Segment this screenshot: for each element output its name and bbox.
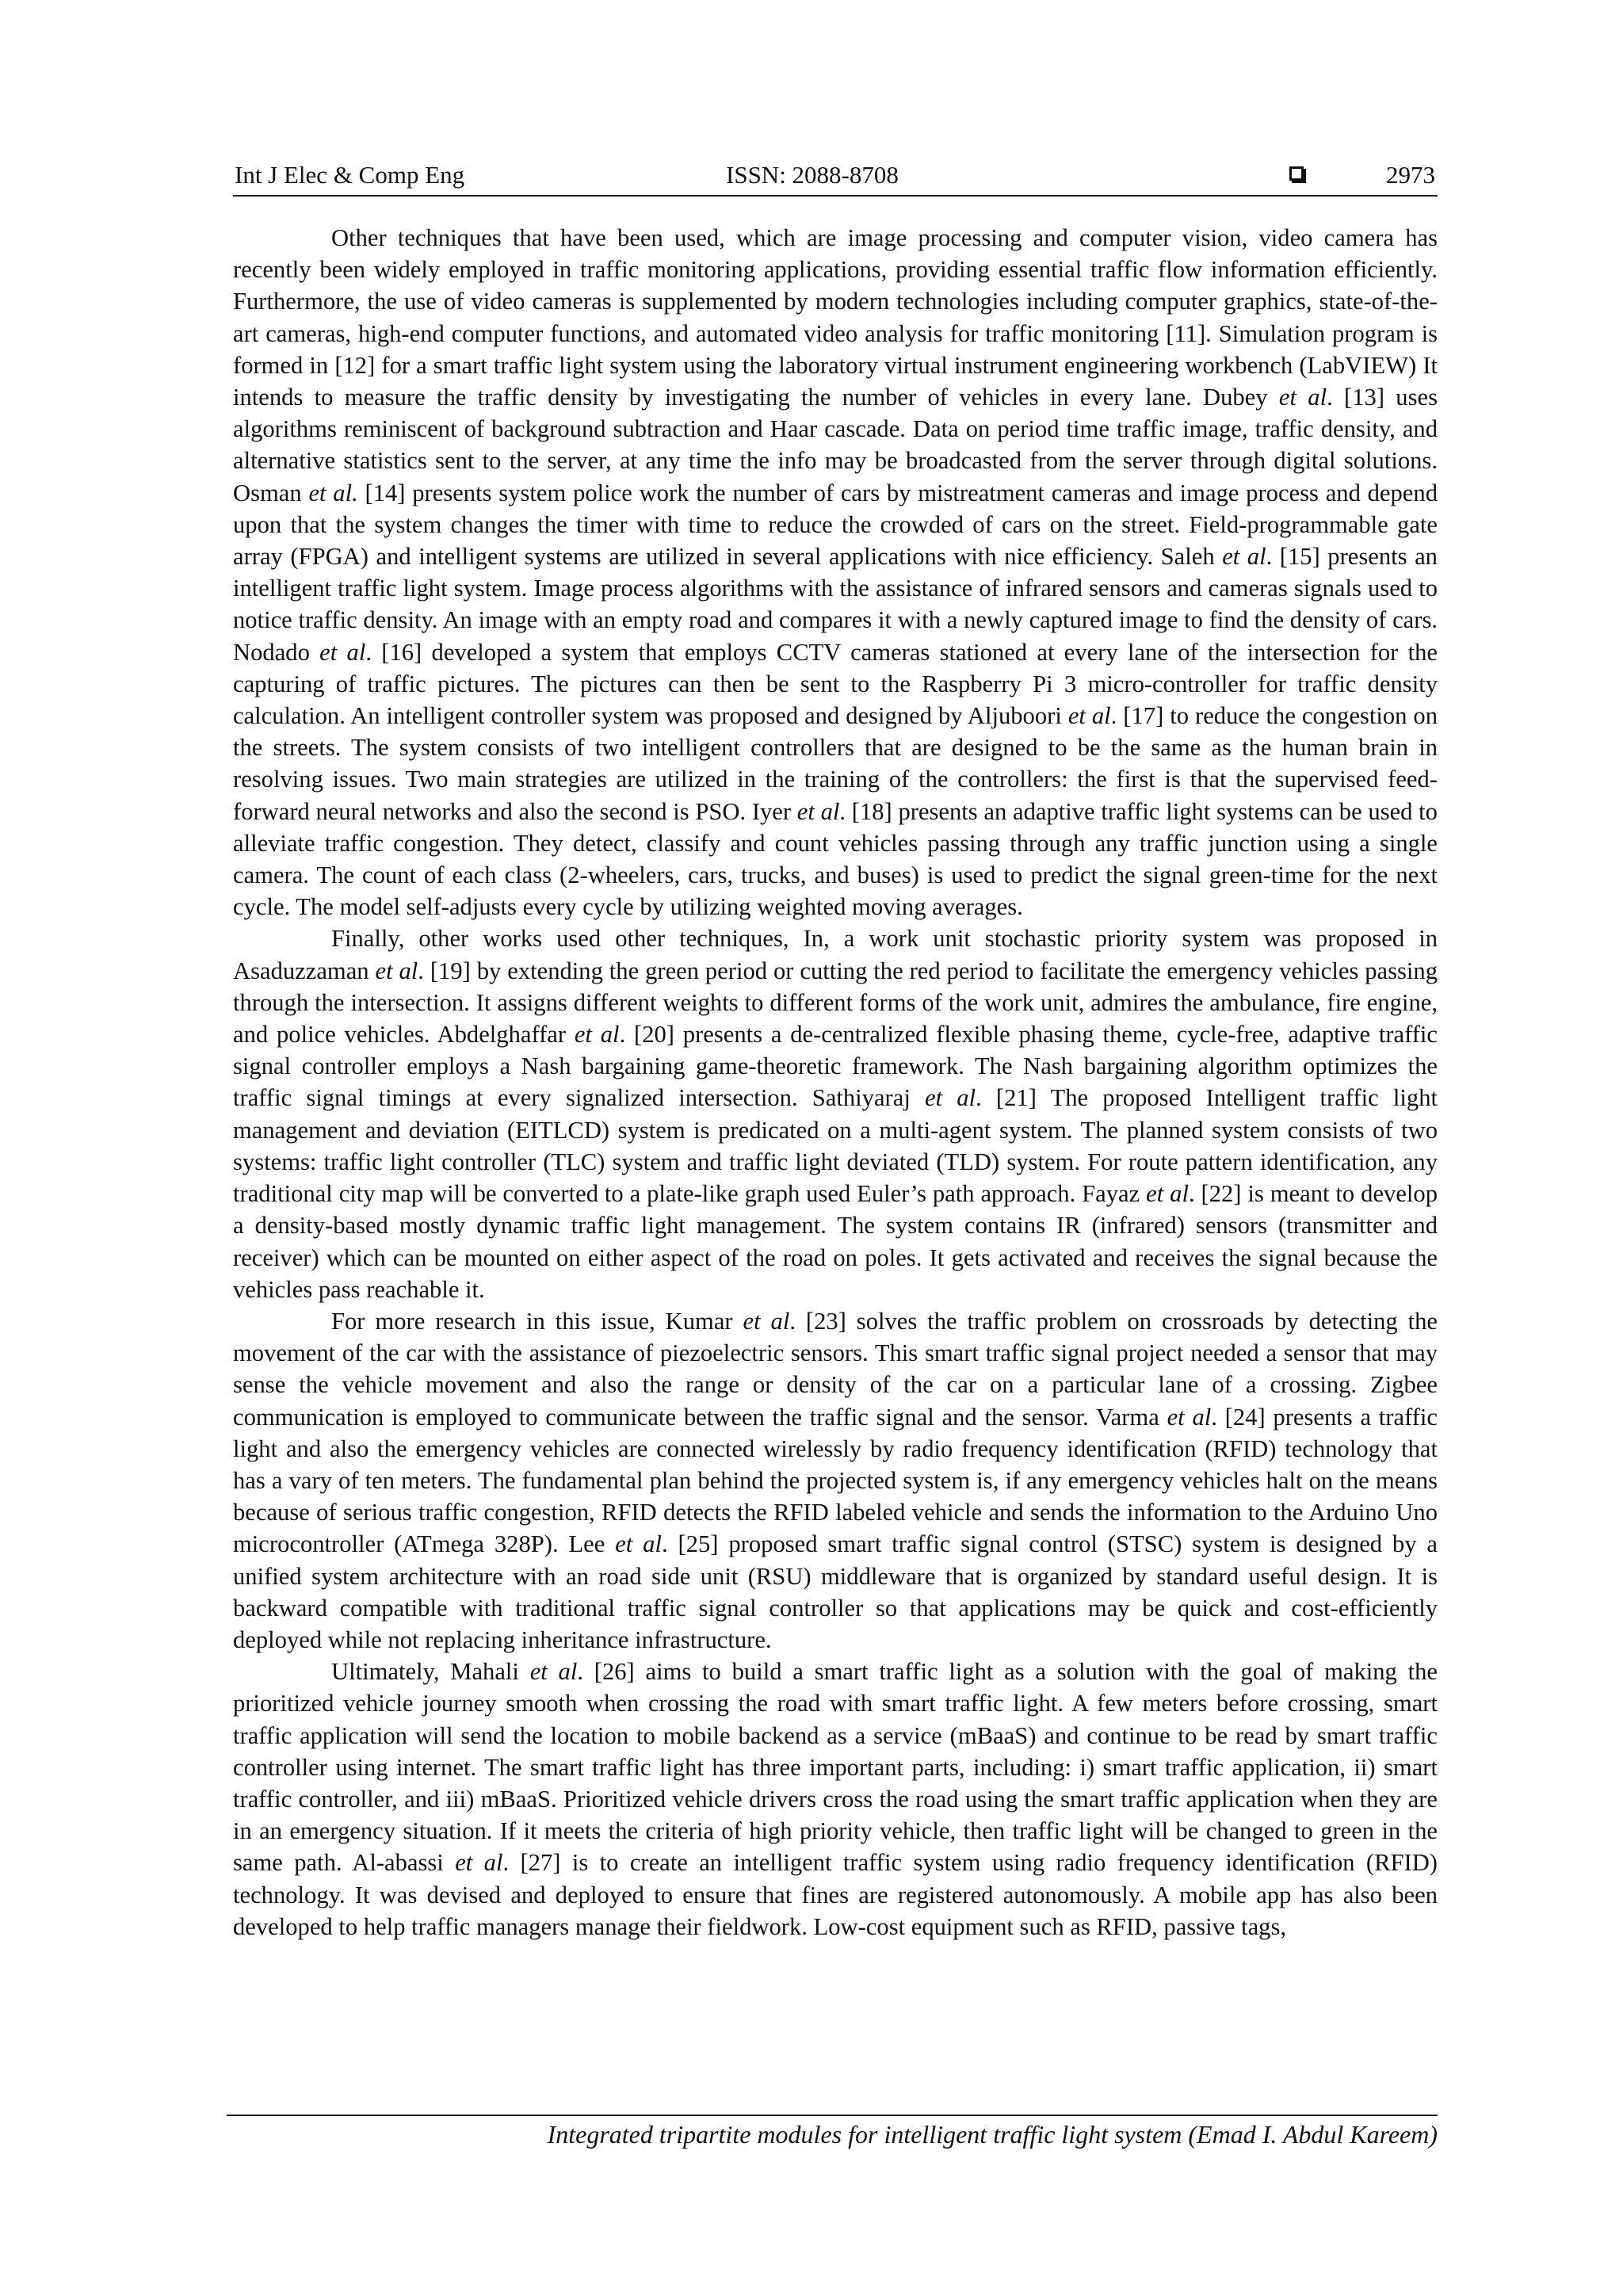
text-run: [14] presents system police work the number of cars by mistreatment cameras and image process and depend upon that the system changes the timer with time to reduce the crowded of cars on the street. Field-programmable gate array (FPGA) and intelligent systems are utilized in several applications with nice efficiency. Saleh xyxy=(233,479,1438,571)
text-run: . [13] uses algorithms reminiscent of background subtraction and Haar cascade. Data on period time traffic image, traffic density, and alternative statistics sent to the server, at any time the info may be broadcasted from the server through digital solutions. Osman xyxy=(233,384,1438,506)
italic-run: et al xyxy=(743,1307,790,1335)
italic-run: et al xyxy=(925,1084,976,1112)
header-rule xyxy=(233,195,1438,197)
italic-run: et al xyxy=(319,638,366,666)
page-number: 2973 xyxy=(1386,161,1435,189)
italic-run: et al xyxy=(574,1021,620,1049)
page-header xyxy=(233,151,1438,190)
issn: ISSN: 2088-8708 xyxy=(726,161,899,189)
italic-run: et al xyxy=(1146,1180,1189,1208)
italic-run: et al xyxy=(1222,543,1266,571)
paragraph xyxy=(233,222,1438,923)
italic-run: et al xyxy=(615,1530,662,1558)
italic-run: et al xyxy=(1067,702,1111,730)
text-run: Finally, other works used other techniques, In, a work unit stochastic priority system was proposed in Asaduzzaman xyxy=(233,925,1438,984)
running-title: Integrated tripartite modules for intelligent traffic light system (Emad I. Abdul Kareem) xyxy=(547,2120,1438,2149)
text-run: . [25] proposed smart traffic signal control (STSC) system is designed by a unified system architecture with an road side unit (RSU) middleware that is organized by standard useful design. It is backward compatible with traditional traffic signal controller so that applications may be quick and cost-efficiently deployed while not replacing inheritance infrastructure. xyxy=(233,1530,1438,1653)
checkbox-square-icon xyxy=(1289,166,1304,181)
text-run: . [18] presents an adaptive traffic light systems can be used to alleviate traffic congestion. They detect, classify and count vehicles passing through any traffic junction using a single camera. The count of each class (2-wheelers, cars, trucks, and buses) is used to predict the signal green-time for the next cycle. The model self-adjusts every cycle by utilizing weighted moving averages. xyxy=(233,797,1438,921)
text-run: Other techniques that have been used, which are image processing and computer vision, video camera has recently been widely employed in traffic monitoring applications, providing essential traffic flow information efficiently. Furthermore, the use of video cameras is supplemented by modern technologies including computer graphics, state-of-the-art cameras, high-end computer functions, and automated video analysis for traffic monitoring [11]. Simulation program is formed in [12] for a smart traffic light system using the laboratory virtual instrument engineering workbench (LabVIEW) It intends to measure the traffic density by investigating the number of vehicles in every lane. Dubey xyxy=(233,224,1438,411)
italic-run: et al xyxy=(455,1849,503,1877)
text-run: . [21] The proposed Intelligent traffic light management and deviation (EITLCD) system is predicated on a multi-agent system. The planned system consists of two systems: traffic light controller (TLC) system and traffic light deviated (TLD) system. For route pattern identification, any traditional city map will be converted to a plate-like graph used Euler’s path approach. Fayaz xyxy=(233,1084,1438,1208)
text-run: . [26] aims to build a smart traffic light as a solution with the goal of making the prioritized vehicle journey smooth when crossing the road with smart traffic light. A few meters before crossing, smart traffic application will send the location to mobile backend as a service (mBaaS) and continue to be read by smart traffic controller using internet. The smart traffic light has three important parts, including: i) smart traffic application, ii) smart traffic controller, and iii) mBaaS. Prioritized vehicle drivers cross the road using the smart traffic application when they are in an emergency situation. If it meets the criteria of high priority vehicle, then traffic light will be changed to green in the same path. Al-abassi xyxy=(233,1658,1438,1877)
text-run: . [23] solves the traffic problem on crossroads by detecting the movement of the car with the assistance of piezoelectric sensors. This smart traffic signal project needed a sensor that may sense the vehicle movement and also the range or density of the car on a particular lane of a crossing. Zigbee communication is employed to communicate between the traffic signal and the sensor. Varma xyxy=(233,1307,1438,1431)
text-run: . [20] presents a de-centralized flexible phasing theme, cycle-free, adaptive traffic signal controller employs a Nash bargaining game-theoretic framework. The Nash bargaining algorithm optimizes the traffic signal timings at every signalized intersection. Sathiyaraj xyxy=(233,1021,1438,1112)
text-run: . [24] presents a traffic light and also the emergency vehicles are connected wirelessly by radio frequency identification (RFID) technology that has a vary of ten meters. The fundamental plan behind the projected system is, if any emergency vehicles halt on the means because of serious traffic congestion, RFID detects the RFID labeled vehicle and sends the information to the Arduino Uno microcontroller (ATmega 328P). Lee xyxy=(233,1403,1438,1558)
paragraph xyxy=(233,1305,1438,1656)
journal-page xyxy=(233,151,1438,2149)
text-run: . [17] to reduce the congestion on the streets. The system consists of two intelligent controllers that are designed to be the same as the human brain in resolving issues. Two main strategies are utilized in the training of the controllers: the first is that the supervised feed-forward neural networks and also the second is PSO. Iyer xyxy=(233,702,1438,825)
text-run: . [19] by extending the green period or cutting the red period to facilitate the emergency vehicles passing through the intersection. It assigns different weights to different forms of the work unit, admires the ambulance, fire engine, and police vehicles. Abdelghaffar xyxy=(233,957,1438,1049)
paragraph xyxy=(233,923,1438,1305)
italic-run: et al xyxy=(1278,384,1327,411)
text-run: . [15] presents an intelligent traffic light system. Image process algorithms with the assistance of infrared sensors and cameras signals used to notice traffic density. An image with an empty road and compares it with a newly captured image to find the density of cars. Nodado xyxy=(233,543,1438,666)
journal-name: Int J Elec & Comp Eng xyxy=(235,161,465,189)
italic-run: et al xyxy=(375,957,418,984)
text-run: . [16] developed a system that employs CCTV cameras stationed at every lane of the intersection for the capturing of traffic pictures. The pictures can then be sent to the Raspberry Pi 3 micro-controller for traffic density calculation. An intelligent controller system was proposed and designed by Aljuboori xyxy=(233,638,1438,730)
footer-rule xyxy=(227,2115,1438,2116)
text-run: For more research in this issue, Kumar xyxy=(331,1307,743,1335)
italic-run: et al. xyxy=(308,479,358,506)
paragraph xyxy=(233,1656,1438,1943)
text-run: . [27] is to create an intelligent traffic system using radio frequency identification (RFID) technology. It was devised and deployed to ensure that fines are registered autonomously. A mobile app has also been developed to help traffic managers manage their fieldwork. Low-cost equipment such as RFID, passive tags, xyxy=(233,1849,1438,1940)
body-text xyxy=(233,222,1438,1943)
text-run: Ultimately, Mahali xyxy=(331,1658,530,1686)
italic-run: et al xyxy=(1167,1403,1212,1431)
text-run: . [22] is meant to develop a density-based mostly dynamic traffic light management. The system contains IR (infrared) sensors (transmitter and receiver) which can be mounted on either aspect of the road on poles. It gets activated and receives the signal because the vehicles pass reachable it. xyxy=(233,1180,1438,1303)
italic-run: et al xyxy=(529,1658,578,1686)
italic-run: et al xyxy=(796,797,840,825)
